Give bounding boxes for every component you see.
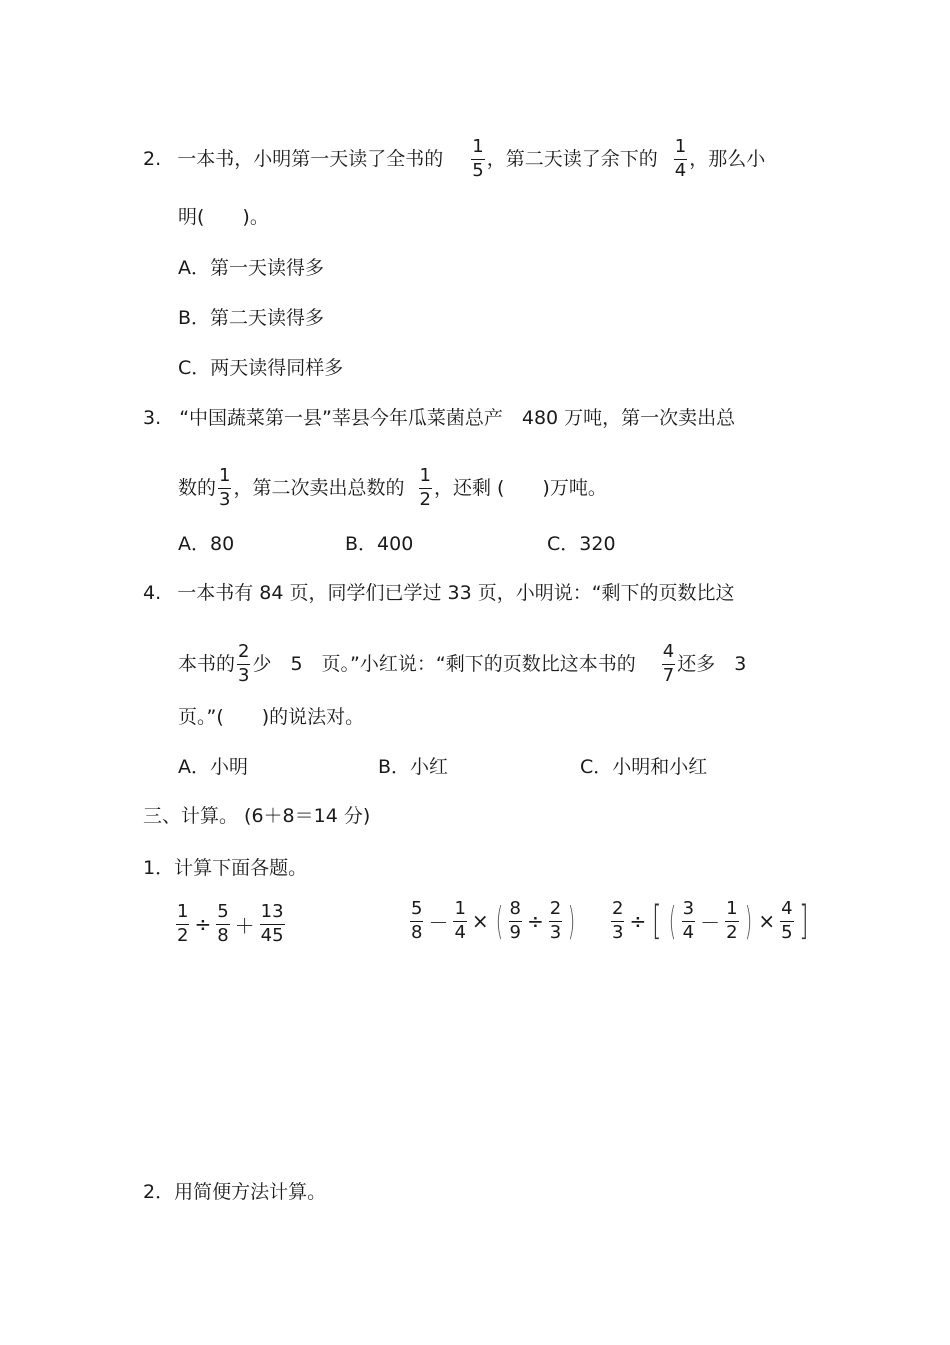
expr3-frac-a: $\frac{2}{3}$ bbox=[612, 898, 624, 943]
expr3-op-1: ÷ bbox=[629, 909, 647, 934]
q3-fraction-2: $\frac{1}{2}$ bbox=[419, 465, 431, 510]
q4-text-3: 少 5 页。”小红说：“剩下的页数比这本书的 bbox=[252, 652, 636, 675]
expression-1 bbox=[174, 903, 287, 946]
expr3-right-paren: ) bbox=[744, 899, 752, 944]
section-3-title: 三、计算。 (6＋8＝14 分) bbox=[143, 805, 371, 827]
expr2-right-paren: ) bbox=[567, 899, 576, 944]
expr3-frac-b: $\frac{3}{4}$ bbox=[682, 898, 695, 943]
q3-line2 bbox=[178, 467, 607, 510]
expr1-frac-b: $\frac{5}{8}$ bbox=[217, 901, 229, 946]
expr2-op-2: × bbox=[471, 909, 489, 934]
q3-option-c: C．320 bbox=[547, 533, 616, 555]
q4-text-4: 还多 3 bbox=[677, 652, 747, 675]
q2-option-c: C．两天读得同样多 bbox=[178, 357, 344, 379]
q3-text-2: 数的 bbox=[178, 476, 217, 499]
q2-option-b: B．第二天读得多 bbox=[178, 307, 325, 329]
expression-3 bbox=[609, 900, 811, 943]
q4-option-b: B．小红 bbox=[378, 756, 449, 778]
expr3-left-bracket: [ bbox=[652, 898, 662, 945]
expr3-frac-d: $\frac{4}{5}$ bbox=[781, 898, 793, 943]
expr1-op-2: ＋ bbox=[234, 913, 255, 938]
q2-text-1: 一本书，小明第一天读了全书的 bbox=[177, 147, 444, 170]
expr3-op-3: × bbox=[758, 909, 776, 934]
q3-option-a: A．80 bbox=[178, 533, 235, 555]
q4-text-2: 本书的 bbox=[178, 652, 236, 675]
q2-fraction-1: $\frac{1}{5}$ bbox=[472, 136, 484, 181]
q2-number: 2. bbox=[143, 147, 162, 170]
q4-fraction-1: $\frac{2}{3}$ bbox=[238, 641, 250, 686]
expr1-frac-a: $\frac{1}{2}$ bbox=[177, 901, 189, 946]
q3-option-b: B．400 bbox=[345, 533, 414, 555]
q2-option-a: A．第一天读得多 bbox=[178, 257, 324, 279]
expr2-frac-d: $\frac{2}{3}$ bbox=[549, 898, 562, 943]
q4-line2 bbox=[178, 643, 746, 686]
q3-text-1: “中国蔬菜第一县”莘县今年瓜菜菌总产 480 万吨，第一次卖出总 bbox=[179, 407, 736, 429]
q2-text-3: ，那么小 bbox=[689, 147, 766, 170]
expr3-left-paren: ( bbox=[668, 899, 676, 944]
expr3-right-bracket: ] bbox=[798, 898, 809, 945]
expr2-frac-b: $\frac{1}{4}$ bbox=[454, 898, 466, 943]
q2-text-2: ，第二天读了余下的 bbox=[486, 147, 658, 170]
q4-fraction-2: $\frac{4}{7}$ bbox=[662, 641, 675, 686]
q4-line1 bbox=[143, 581, 735, 605]
expr2-frac-c: $\frac{8}{9}$ bbox=[509, 898, 521, 943]
expr3-op-2: － bbox=[700, 910, 721, 935]
section-3-sub-1: 1．计算下面各题。 bbox=[143, 857, 308, 879]
q3-number: 3. bbox=[143, 407, 162, 429]
q2-line1 bbox=[143, 138, 765, 181]
q4-number: 4. bbox=[143, 582, 162, 604]
expr2-left-paren: ( bbox=[495, 899, 503, 944]
q4-option-c: C．小明和小红 bbox=[580, 756, 708, 778]
expr2-op-1: － bbox=[428, 910, 449, 935]
q3-fraction-1: $\frac{1}{3}$ bbox=[219, 465, 231, 510]
section-3-sub-2: 2．用简便方法计算。 bbox=[143, 1181, 327, 1203]
q4-text-1: 一本书有 84 页，同学们已学过 33 页，小明说：“剩下的页数比这 bbox=[177, 582, 735, 604]
expr1-frac-c: $\frac{13}{45}$ bbox=[260, 901, 284, 946]
expression-2 bbox=[408, 900, 579, 943]
expr1-op-1: ÷ bbox=[194, 912, 212, 937]
q3-text-3: ，第二次卖出总数的 bbox=[233, 476, 405, 499]
q2-line2: 明( )。 bbox=[178, 206, 269, 228]
expr2-frac-a: $\frac{5}{8}$ bbox=[411, 898, 423, 943]
expr3-frac-c: $\frac{1}{2}$ bbox=[726, 898, 738, 943]
q3-text-4: ，还剩 ( )万吨。 bbox=[433, 476, 607, 499]
q4-line3: 页。”( )的说法对。 bbox=[178, 706, 365, 728]
q4-option-a: A．小明 bbox=[178, 756, 248, 778]
expr2-op-3: ÷ bbox=[526, 909, 544, 934]
q2-fraction-2: $\frac{1}{4}$ bbox=[674, 136, 687, 181]
q3-line1 bbox=[143, 406, 735, 430]
